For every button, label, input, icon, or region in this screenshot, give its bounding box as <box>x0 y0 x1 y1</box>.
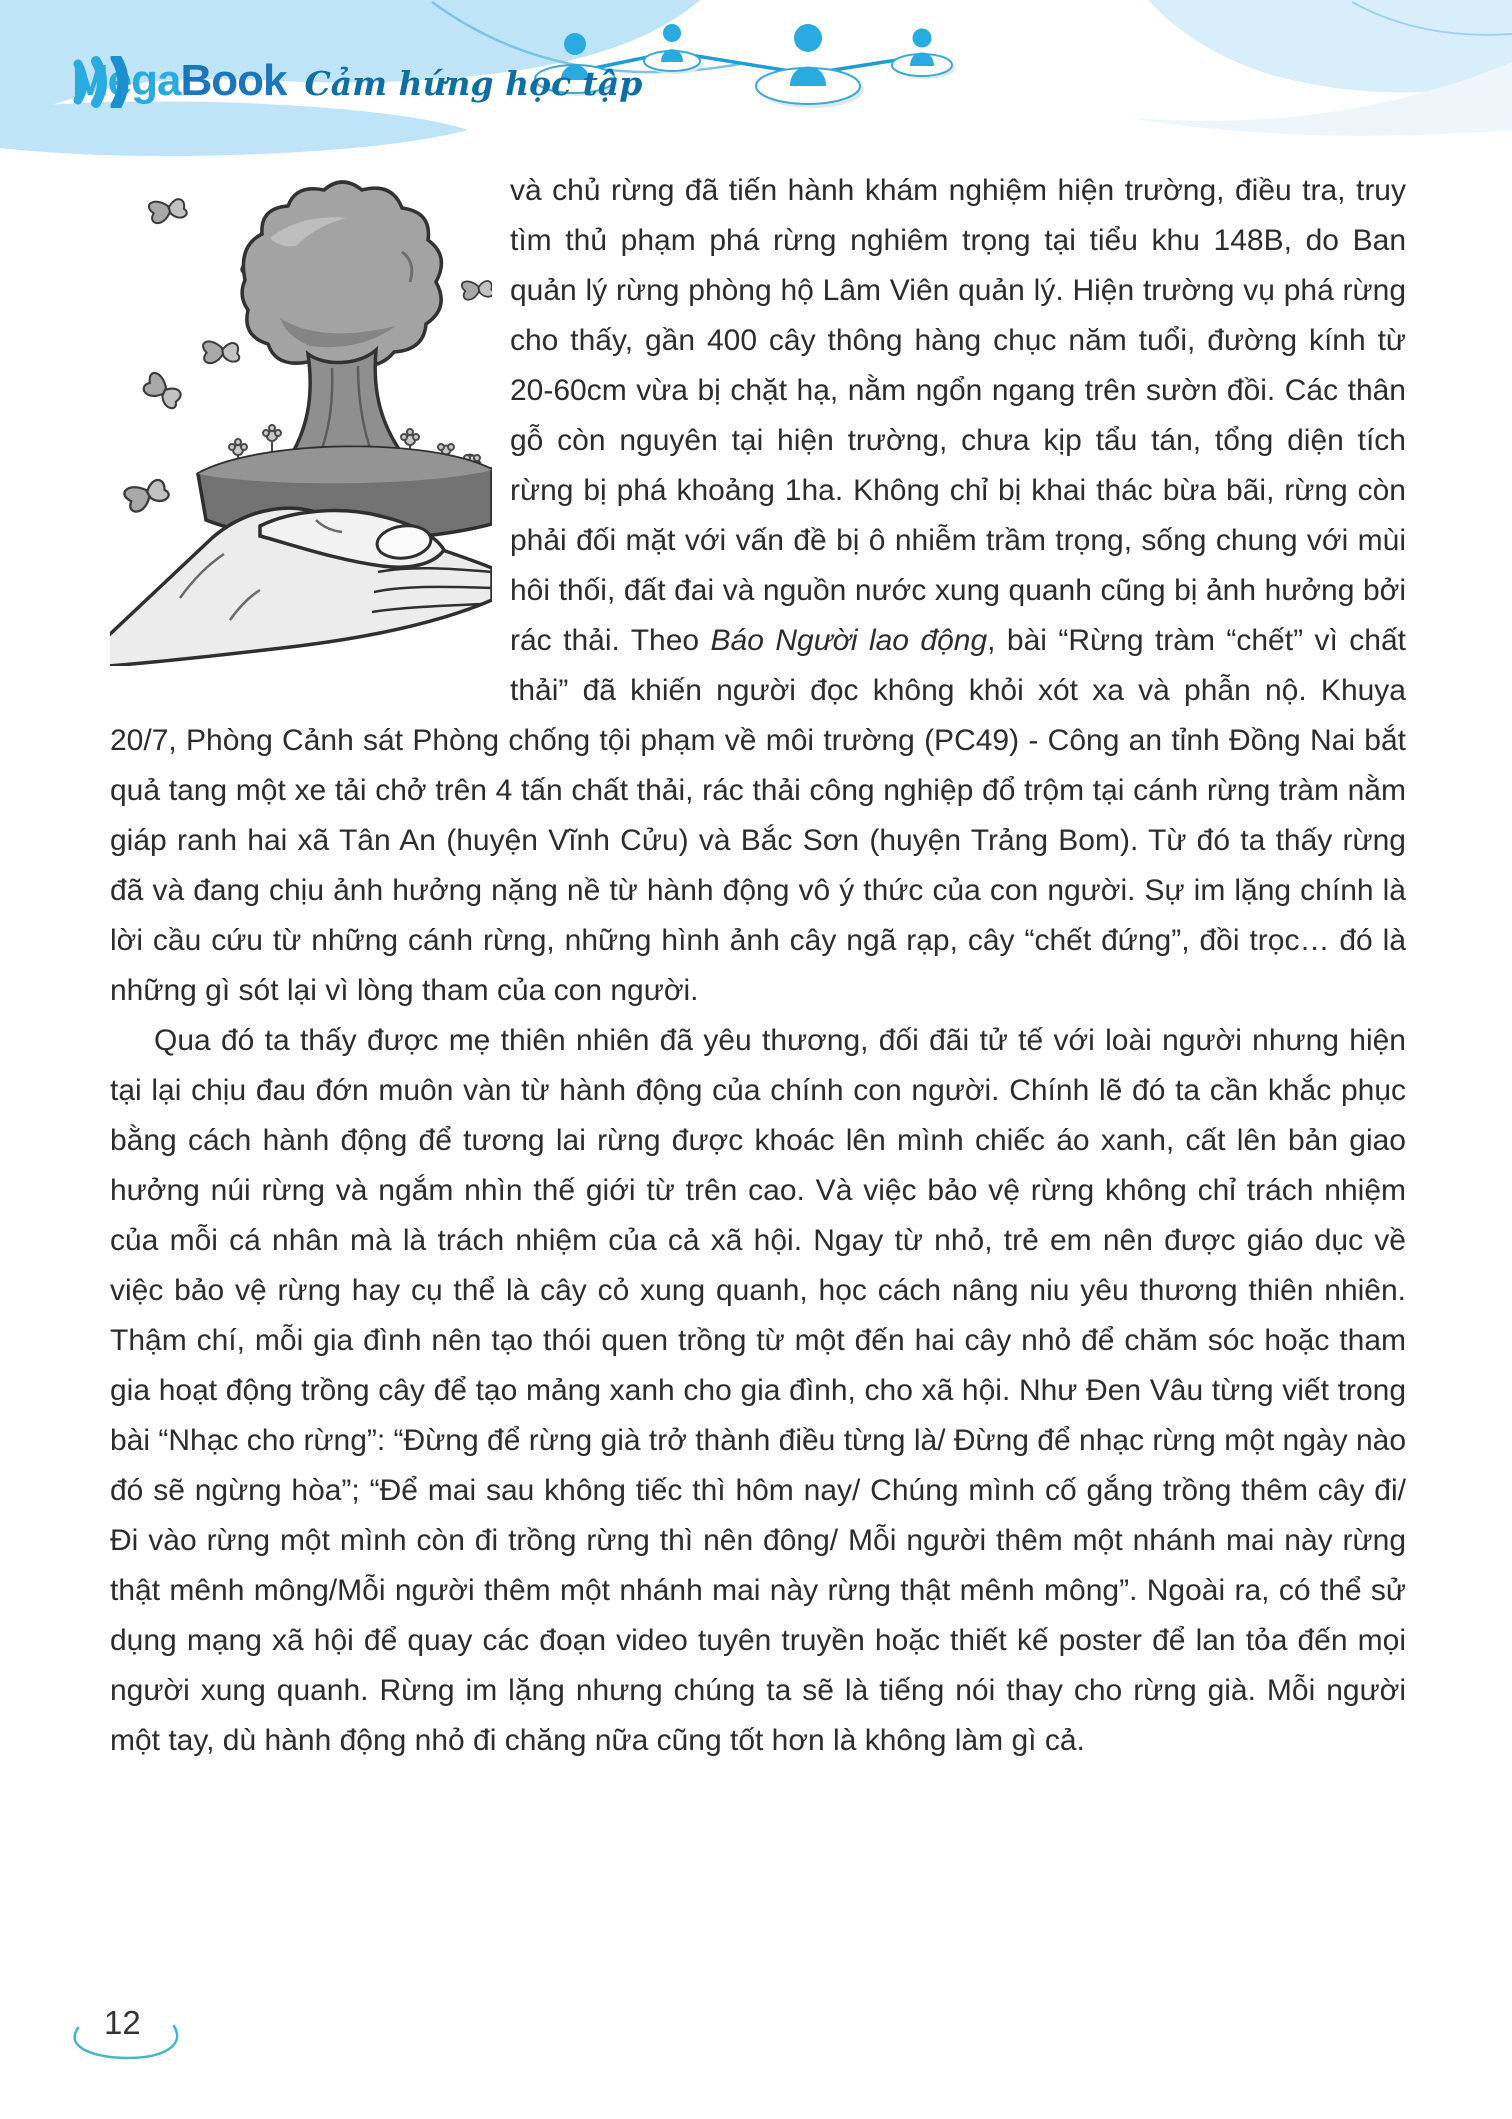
paragraph-1-text-b: , bài “Rừng tràm “chết” vì chất thải” đã khiến người đọc không khỏi xót xa và phẫn nộ. Khuya 20/7, Phòng Cảnh sát Phòng chống tội phạm về môi trường (PC49) - Công an tỉnh Đồng Nai bắt quả tang một xe tải chở trên 4 tấn chất thải, rác thải công nghiệp đổ trộm tại cánh rừng tràm nằm giáp ranh hai xã Tân An (huyện Vĩnh Cửu) và Bắc Sơn (huyện Trảng Bom). Từ đó ta thấy rừng đã và đang chịu ảnh hưởng nặng nề từ hành động vô ý thức của con người. Sự im lặng chính là lời cầu cứu từ những cánh rừng, những hình ảnh cây ngã rạp, cây “chết đứng”, đồi trọc… đó là những gì sót lại vì lòng tham của con người. <box>110 624 1406 1007</box>
page-number-swoosh-icon <box>0 1990 300 2080</box>
paragraph-1-italic-title: Báo Người lao động <box>710 624 988 657</box>
page-content <box>0 160 1512 1766</box>
logo-arcs-icon <box>72 56 130 108</box>
logo-text-mega: Mega <box>72 56 181 105</box>
paragraph-2: Qua đó ta thấy được mẹ thiên nhiên đã yêu thương, đối đãi tử tế với loài người nhưng hiện tại lại chịu đau đớn muôn vàn từ hành động của chính con người. Chính lẽ đó ta cần khắc phục bằng cách hành động để tương lai rừng được khoác lên mình chiếc áo xanh, cất lên bản giao hưởng núi rừng và ngắm nhìn thế giới từ trên cao. Và việc bảo vệ rừng không chỉ trách nhiệm của mỗi cá nhân mà là trách nhiệm của cả xã hội. Ngay từ nhỏ, trẻ em nên được giáo dục về việc bảo vệ rừng hay cụ thể là cây cỏ xung quanh, học cách nâng niu yêu thương thiên nhiên. Thậm chí, mỗi gia đình nên tạo thói quen trồng từ một đến hai cây nhỏ để chăm sóc hoặc tham gia hoạt động trồng cây để tạo mảng xanh cho gia đình, cho xã hội. Như Đen Vâu từng viết trong bài “Nhạc cho rừng”: “Đừng để rừng già trở thành điều từng là/ Đừng để nhạc rừng một ngày nào đó sẽ ngừng hòa”; “Để mai sau không tiếc thì hôm nay/ Chúng mình cố gắng trồng thêm cây đi/ Đi vào rừng một mình còn đi trồng rừng thì nên đông/ Mỗi người thêm một nhánh mai này rừng thật mênh mông/Mỗi người thêm một nhánh mai này rừng thật mênh mông”. Ngoài ra, có thể sử dụng mạng xã hội để quay các đoạn video tuyên truyền hoặc thiết kế poster để lan tỏa đến mọi người xung quanh. Rừng im lặng nhưng chúng ta sẽ là tiếng nói thay cho rừng già. Mỗi người một tay, dù hành động nhỏ đi chăng nữa cũng tốt hơn là không làm gì cả. <box>110 1024 1406 1757</box>
logo-tagline: Cảm hứng học tập <box>304 64 643 103</box>
page-number: 12 <box>104 2004 141 2041</box>
logo-text-book: Book <box>180 56 287 105</box>
page-header <box>0 0 1512 160</box>
paragraph-1-text-a: và chủ rừng đã tiến hành khám nghiệm hiện trường, điều tra, truy tìm thủ phạm phá rừng nghiêm trọng tại tiểu khu 148B, do Ban quản lý rừng phòng hộ Lâm Viên quản lý. Hiện trường vụ phá rừng cho thấy, gần 400 cây thông hàng chục năm tuổi, đường kính từ 20-60cm vừa bị chặt hạ, nằm ngổn ngang trên sườn đồi. Các thân gỗ còn nguyên tại hiện trường, chưa kịp tẩu tán, tổng diện tích rừng bị phá khoảng 1ha. Không chỉ bị khai thác bừa bãi, rừng còn phải đối mặt với vấn đề bị ô nhiễm trầm trọng, sống chung với mùi hôi thối, đất đai và nguồn nước xung quanh cũng bị ảnh hưởng bởi rác thải. Theo <box>510 174 1406 657</box>
page-footer <box>0 1990 300 2080</box>
hand-tree-illustration <box>110 168 492 666</box>
megabook-logo <box>72 56 642 106</box>
